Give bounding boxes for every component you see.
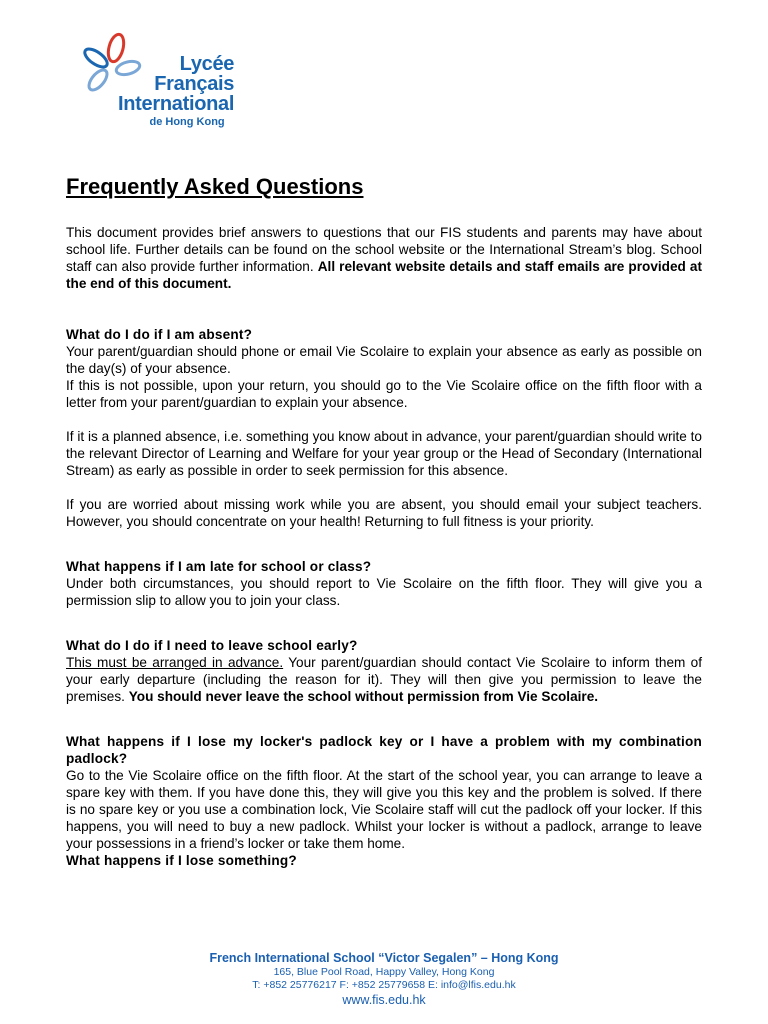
school-logo — [78, 28, 235, 158]
document-body — [66, 174, 702, 869]
footer — [0, 950, 768, 1008]
intro-bold-text: All relevant website details and staff emails are provided at the end of this document. — [66, 259, 703, 291]
leave-text: Your parent/guardian should contact Vie Scolaire to inform them of your early departure (including the reason for it). They will then give you permission to leave the premises. — [66, 655, 703, 704]
footer-website: www.fis.edu.hk — [342, 993, 426, 1007]
footer-contact: T: +852 25776217 F: +852 25779658 E: info@lfis.edu.hk — [252, 979, 516, 991]
footer-school-name: French International School “Victor Segalen” – Hong Kong — [209, 951, 559, 965]
leave-bold-text: You should never leave the school without permission from Vie Scolaire. — [128, 689, 599, 704]
logo-text-lycee: Lycée — [179, 53, 235, 75]
question-late: What happens if I am late for school or class? — [66, 559, 372, 574]
question-absent: What do I do if I am absent? — [66, 327, 253, 342]
intro-text: This document provides brief answers to questions that our FIS students and parents may have about school life. Further details can be found on the school website or the International Stream’s blog. School staff can also provide further information. — [66, 225, 702, 274]
page-title: Frequently Asked Questions — [66, 174, 364, 199]
question-lose-something: What happens if I lose something? — [66, 853, 297, 868]
logo-text-international: International — [118, 93, 235, 115]
question-padlock: What happens if I lose my locker's padlock key or I have a problem with my combination padlock? — [66, 734, 702, 766]
answer-absent-p3: If it is a planned absence, i.e. something you know about in advance, your parent/guardian should write to the relevant Director of Learning and Welfare for your year group or the Head of Secondary (International Stream) as early as possible in order to seek permission for this absence. — [66, 429, 702, 478]
footer-address: 165, Blue Pool Road, Happy Valley, Hong Kong — [273, 966, 495, 978]
intro-paragraph — [66, 224, 702, 292]
question-leave-early: What do I do if I need to leave school early? — [66, 638, 358, 653]
answer-leave-early — [66, 654, 702, 705]
logo-text-francais: Français — [154, 73, 235, 95]
logo-text-hong-kong: de Hong Kong — [149, 116, 225, 128]
answer-absent-p4: If you are worried about missing work while you are absent, you should email your subject teachers. However, you should concentrate on your health! Returning to full fitness is your priority. — [66, 497, 702, 529]
answer-padlock-p1: Go to the Vie Scolaire office on the fifth floor. At the start of the school year, you can arrange to leave a spare key with them. If you have done this, they will give you this key and the problem is solved. If there is no spare key or you use a combination lock, Vie Scolaire staff will cut the padlock off your locker. If this happens, you will need to buy a new padlock. Whilst your locker is without a padlock, arrange to leave your possessions in a friend’s locker or take them home. — [66, 768, 702, 851]
answer-absent-p2: If this is not possible, upon your return, you should go to the Vie Scolaire office on the fifth floor with a letter from your parent/guardian to explain your absence. — [66, 378, 702, 410]
answer-late-p1: Under both circumstances, you should report to Vie Scolaire on the fifth floor. They will give you a permission slip to allow you to join your class. — [66, 576, 702, 608]
answer-absent-p1: Your parent/guardian should phone or email Vie Scolaire to explain your absence as early as possible on the day(s) of your absence. — [66, 344, 702, 376]
leave-underline-text: This must be arranged in advance. — [66, 655, 284, 670]
